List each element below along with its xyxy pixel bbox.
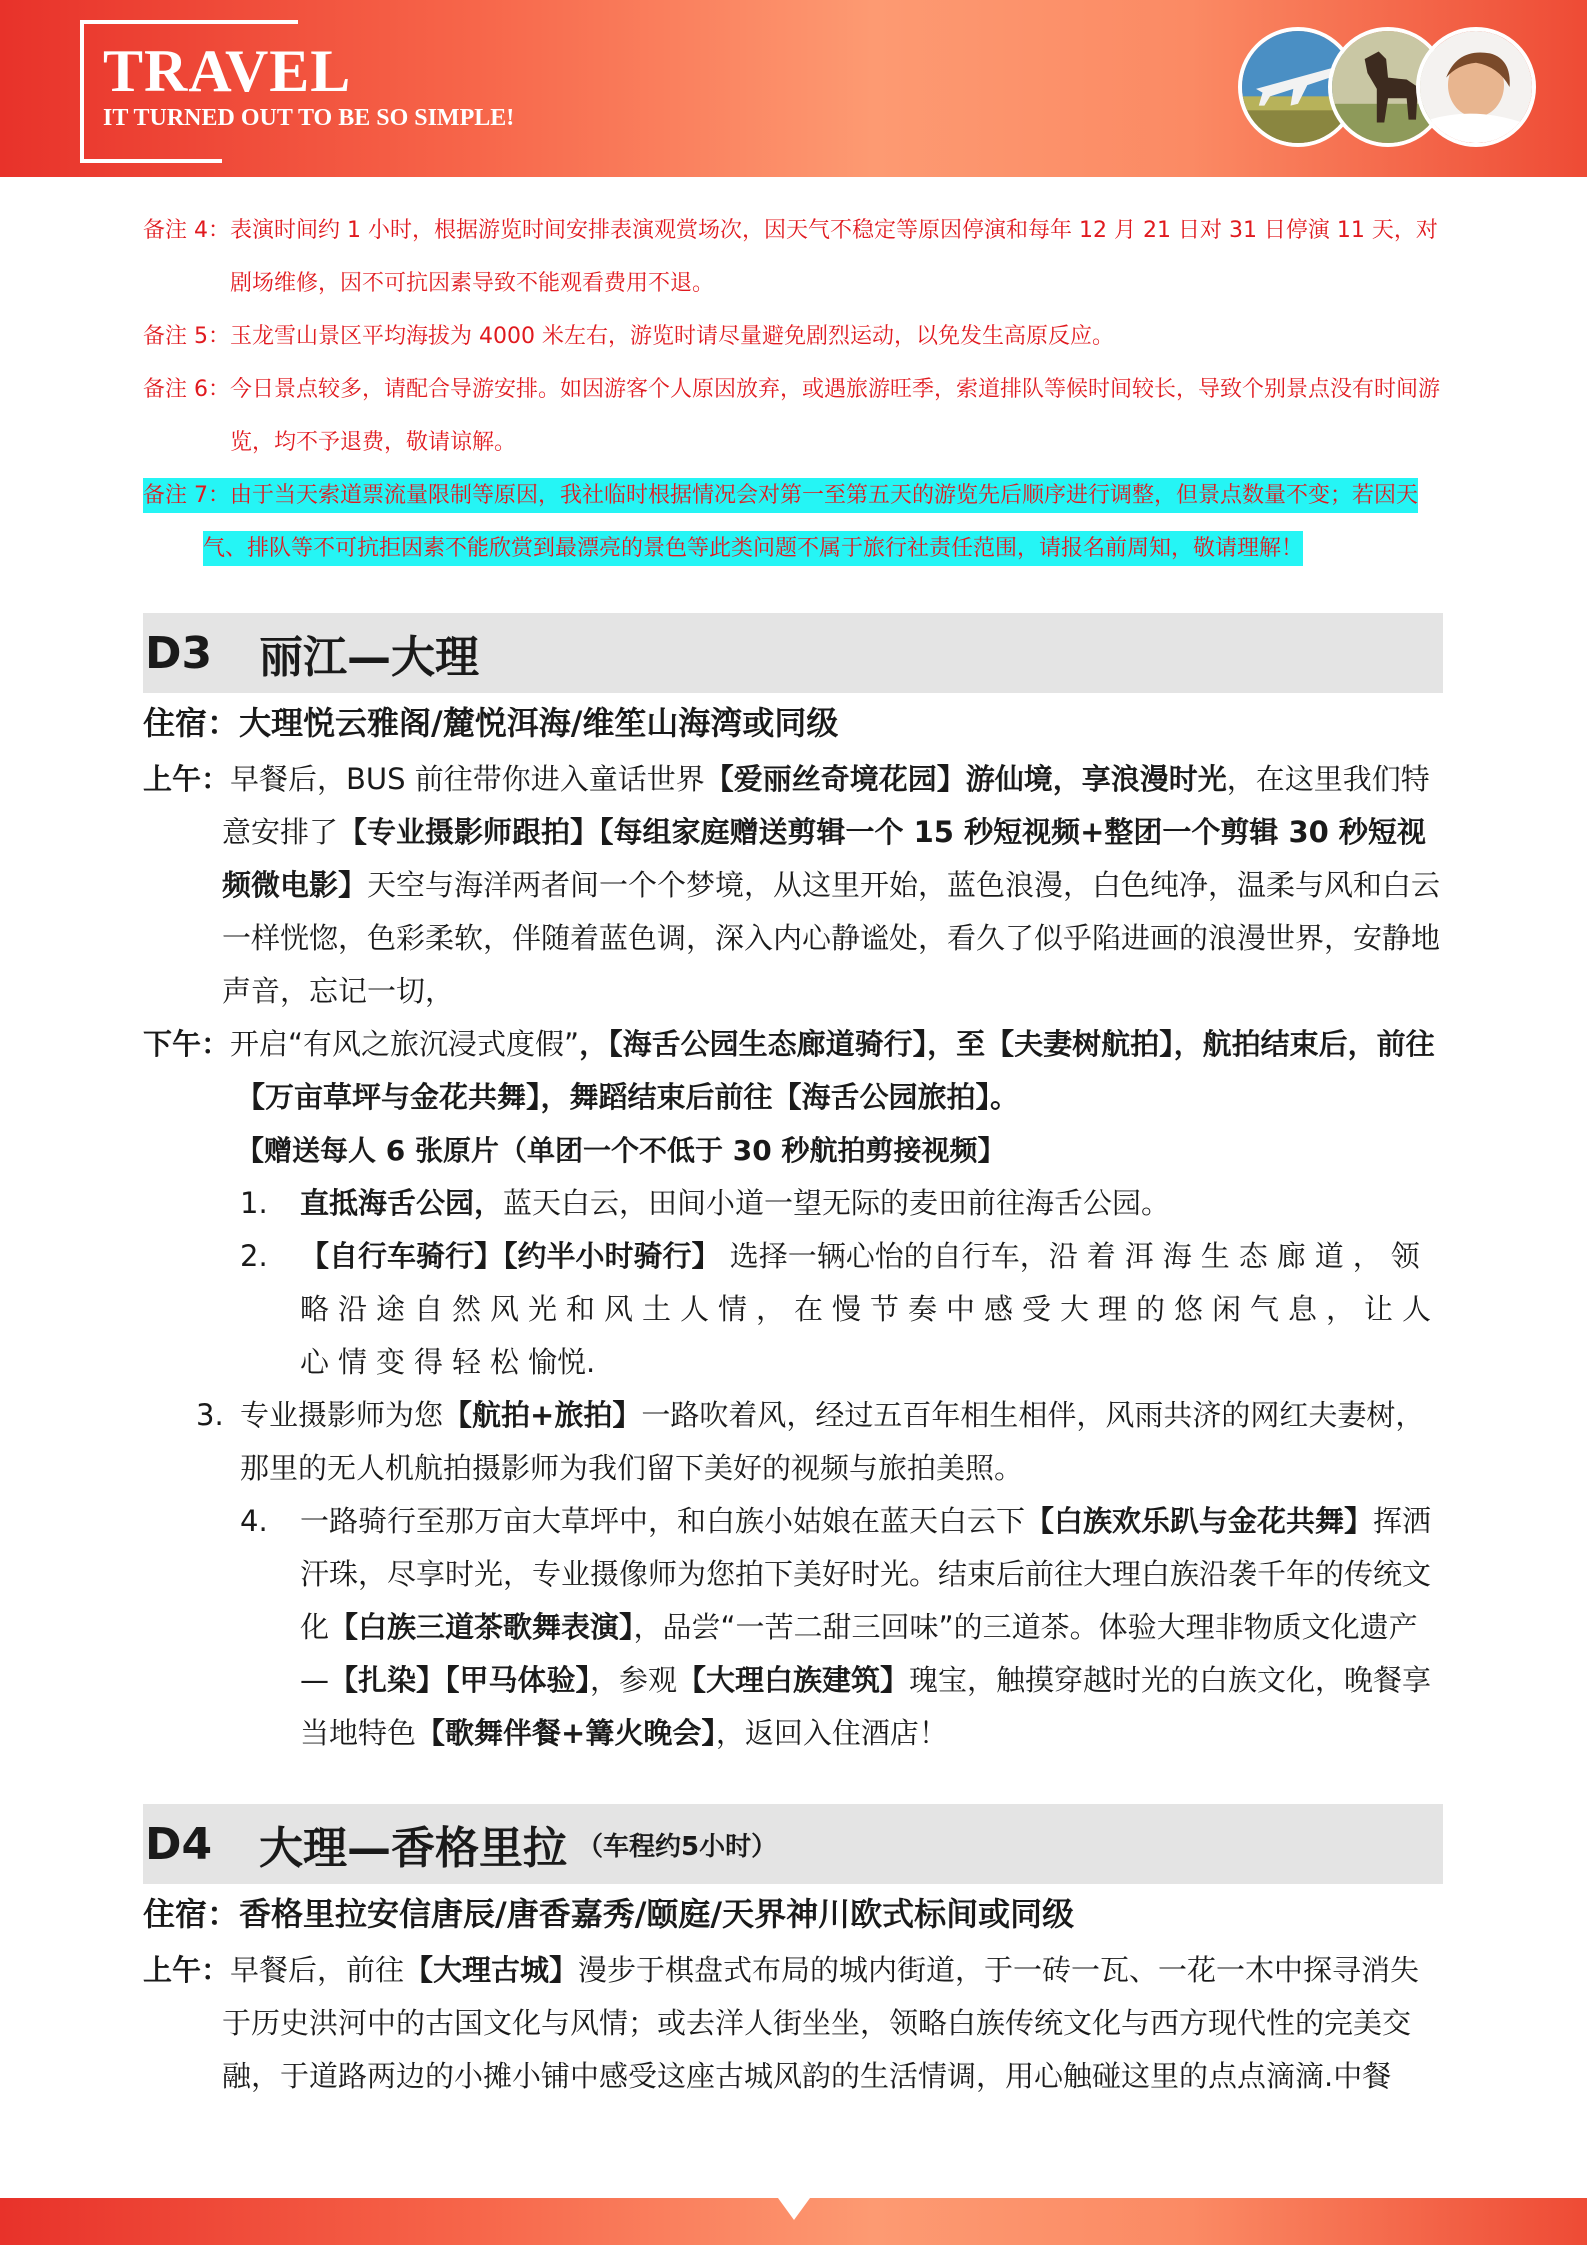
day-3-activity-list (143, 1177, 1443, 1760)
text-segment: ，品尝“一苦二甜三回味”的三道茶。体验大理非物质文化遗产— (300, 1610, 1418, 1697)
page-header (0, 0, 1587, 177)
note-5 (143, 310, 1443, 363)
day-4-title: 大理—香格里拉 (259, 1823, 567, 1874)
text-segment: ，返回入住酒店！ (715, 1716, 948, 1750)
note-5-label: 备注 5： (143, 324, 230, 349)
day-3-morning (143, 753, 1443, 1018)
highlight-segment: 【歌舞伴餐+篝火晚会】 (416, 1716, 716, 1750)
note-5-text: 玉龙雪山景区平均海拔为 4000 米左右，游览时请尽量避免剧烈运动，以免发生高原反应。 (230, 324, 1114, 349)
list-item (143, 1495, 1443, 1760)
text-segment: 愉悦. (528, 1345, 596, 1379)
highlight-segment: 【扎染】【甲马体验】 (329, 1663, 591, 1697)
item-number: 4. (240, 1504, 268, 1538)
travel-logo (80, 20, 550, 157)
day-4-number: D4 (145, 1818, 213, 1870)
text-segment: 专业摄影师为您 (240, 1398, 444, 1432)
text-segment: 一路吹着风，经过五百年相生相伴，风雨共济的网红夫妻树，那里的无人机航拍摄影师为我们留下美好的视频与旅拍美照。 (240, 1398, 1425, 1485)
text-segment: 蓝天白云，田间小道一望无际的麦田前往海舌公园。 (503, 1186, 1171, 1220)
highlight-segment: 【航拍+旅拍】 (443, 1398, 642, 1432)
text-segment: 天空与海洋两者间一个个梦境，从这里开始，蓝色浪漫，白色纯净，温柔与风和白云一样恍惚，色彩柔软，伴随着蓝色调，深入内心静谧处，看久了似乎陷进画的浪漫世界，安静地声音，忘记一切， (222, 868, 1441, 1008)
day-3-gift: 【赠送每人 6 张原片（单团一个不低于 30 秒航拍剪接视频】 (236, 1134, 1006, 1167)
highlight-segment: 【大理古城】 (404, 1953, 579, 1987)
logo-subtitle: IT TURNED OUT TO BE SO SIMPLE! (103, 105, 515, 131)
page-footer (0, 2198, 1587, 2245)
note-4-text: 表演时间约 1 小时，根据游览时间安排表演观赏场次，因天气不稳定等原因停演和每年 12 月 21 日对 31 日停演 11 天，对剧场维修，因不可抗因素导致不能观看费用不退。 (230, 218, 1438, 296)
item-number: 1. (240, 1186, 268, 1220)
list-item (143, 1230, 1443, 1389)
text-segment: ，在这里我们特意安排了 (222, 762, 1430, 849)
list-item (143, 1177, 1443, 1230)
day-4-hotel: 住宿：香格里拉安信唐辰/唐香嘉秀/颐庭/天界神川欧式标间或同级 (143, 1895, 1075, 1933)
text-segment: 开启“有风之旅沉浸式度假” (230, 1027, 580, 1061)
item-number: 3. (196, 1398, 224, 1432)
day-3-afternoon (143, 1018, 1443, 1124)
note-6-text: 今日景点较多，请配合导游安排。如因游客个人原因放弃，或遇旅游旺季，索道排队等候时间较长，导致个别景点没有时间游览，均不予退费，敬请谅解。 (230, 377, 1441, 455)
day-3-title: 丽江—大理 (259, 632, 479, 683)
footer-notch (778, 2198, 810, 2220)
highlight-segment: 【爱丽丝奇境花园】游仙境，享浪漫时光 (704, 762, 1227, 796)
item-number: 2. (240, 1239, 268, 1273)
day-3-number: D3 (145, 627, 213, 679)
highlight-segment: 【专业摄影师跟拍】【每组家庭赠送剪辑一个 15 秒短视频+整团一个剪辑 30 秒短视频微电影】 (222, 815, 1426, 902)
highlight-segment: 【自行车骑行】【约半小时骑行】 (300, 1239, 721, 1273)
text-segment: 挥洒汗珠，尽享时光，专业摄像师为您拍下美好时光。结束后前往大理白族沿袭千年的传统文化 (300, 1504, 1432, 1644)
text-segment: 瑰宝，触摸穿越时光的白族文化，晚餐享当地特色 (300, 1663, 1432, 1750)
highlight-segment: 【大理白族建筑】 (677, 1663, 910, 1697)
sleeping-woman-photo-icon (1416, 27, 1536, 147)
morning-label: 上午： (143, 1953, 231, 1987)
day-3-header (143, 613, 1443, 693)
day-4-morning (143, 1944, 1443, 2103)
itinerary-content (143, 204, 1443, 2103)
day-4-subtitle: （车程约5小时） (577, 1831, 778, 1862)
note-6 (143, 363, 1443, 469)
text-segment: 沿着洱海生态廊道，领略沿途自然风光和风土人情，在慢节奏中感受大理的悠闲气息，让人心情变得轻松 (300, 1239, 1441, 1379)
day-4-header (143, 1804, 1443, 1884)
note-4 (143, 204, 1443, 310)
header-photos (1238, 27, 1538, 151)
morning-label: 上午： (143, 762, 231, 796)
afternoon-label: 下午： (143, 1027, 231, 1061)
list-item (143, 1389, 1443, 1495)
note-7-text: 由于当天索道票流量限制等原因，我社临时根据情况会对第一至第五天的游览先后顺序进行调整，但景点数量不变；若因天气、排队等不可抗拒因素不能欣赏到最漂亮的景色等此类问题不属于旅行社责任范围，请报名前周知，敬请理解！ (203, 483, 1419, 561)
logo-frame-top (218, 20, 298, 24)
text-segment: ，参观 (590, 1663, 678, 1697)
note-7 (143, 469, 1443, 575)
text-segment: 漫步于棋盘式布局的城内街道，于一砖一瓦、一花一木中探寻消失于历史洪河中的古国文化与风情；或去洋人街坐坐，领略白族传统文化与西方现代性的完美交融，于道路两边的小摊小铺中感受这座古城风韵的生活情调，用心触碰这里的点点滴滴.中餐 (222, 1953, 1420, 2093)
logo-title: TRAVEL (103, 38, 352, 104)
note-7-label: 备注 7： (143, 483, 230, 508)
day-3-hotel: 住宿：大理悦云雅阁/麓悦洱海/维笙山海湾或同级 (143, 704, 839, 742)
note-4-label: 备注 4： (143, 218, 230, 243)
text-segment: 早餐后，BUS 前往带你进入童话世界 (230, 762, 705, 796)
text-segment: 选择一辆心怡的自行车， (729, 1239, 1049, 1273)
text-segment: 早餐后，前往 (230, 1953, 405, 1987)
highlight-segment: 【白族三道茶歌舞表演】 (329, 1610, 634, 1644)
highlight-segment: 【白族欢乐趴与金花共舞】 (1025, 1504, 1374, 1538)
highlight-segment: ，【海舌公园生态廊道骑行】，至【夫妻树航拍】，航拍结束后，前往【万亩草坪与金花共舞】，舞蹈结束后前往【海舌公园旅拍】。 (236, 1027, 1435, 1114)
text-segment: 一路骑行至那万亩大草坪中，和白族小姑娘在蓝天白云下 (300, 1504, 1026, 1538)
highlight-segment: 直抵海舌公园， (300, 1186, 504, 1220)
note-6-label: 备注 6： (143, 377, 230, 402)
